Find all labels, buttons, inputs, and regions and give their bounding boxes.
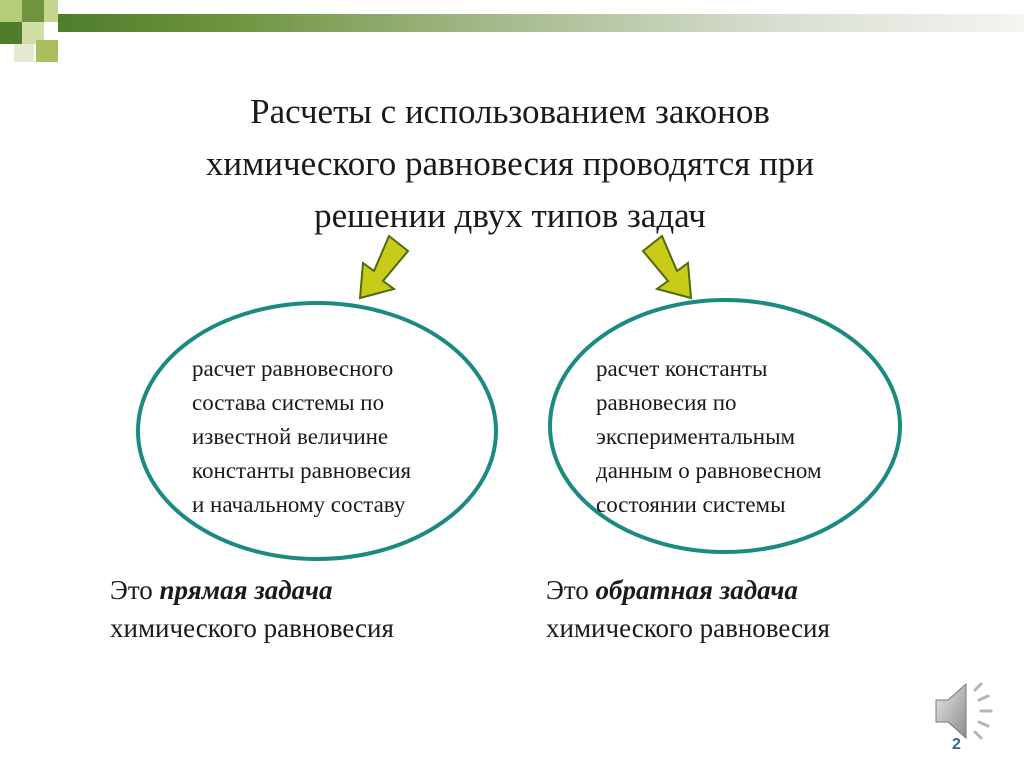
- right-ellipse-line: расчет константы: [596, 356, 768, 381]
- right-ellipse-line: данным о равновесном: [596, 458, 822, 483]
- speaker-icon[interactable]: [932, 676, 1002, 751]
- title-line: химического равновесия проводятся при: [205, 144, 815, 183]
- right-ellipse-line: состоянии системы: [596, 492, 786, 517]
- left-ellipse-line: известной величине: [192, 424, 389, 449]
- right-ellipse-line: экспериментальным: [596, 424, 796, 449]
- left-ellipse-text: [192, 352, 411, 522]
- left-caption-prefix: Это: [110, 575, 160, 605]
- right-ellipse-line: равновесия по: [596, 390, 737, 415]
- left-caption: [110, 571, 394, 647]
- right-caption-line1: [546, 571, 830, 609]
- left-caption-emphasis: прямая задача: [159, 575, 333, 605]
- title-line: решении двух типов задач: [314, 196, 706, 235]
- right-caption-prefix: Это: [546, 575, 596, 605]
- title-line: Расчеты с использованием законов: [250, 92, 770, 131]
- arrow-down-icon: [360, 236, 408, 298]
- page-number: 2: [952, 736, 961, 753]
- left-ellipse-line: и начальному составу: [192, 492, 406, 517]
- left-ellipse-line: расчет равновесного: [192, 356, 394, 381]
- right-caption: [546, 571, 830, 647]
- arrow-down-icon: [643, 236, 691, 298]
- right-ellipse-text: [596, 352, 822, 522]
- right-caption-line2: химического равновесия: [546, 613, 830, 643]
- right-caption-emphasis: обратная задача: [595, 575, 798, 605]
- left-caption-line1: [110, 571, 394, 609]
- left-ellipse-line: константы равновесия: [192, 458, 412, 483]
- left-ellipse-line: состава системы по: [192, 390, 385, 415]
- left-caption-line2: химического равновесия: [110, 613, 394, 643]
